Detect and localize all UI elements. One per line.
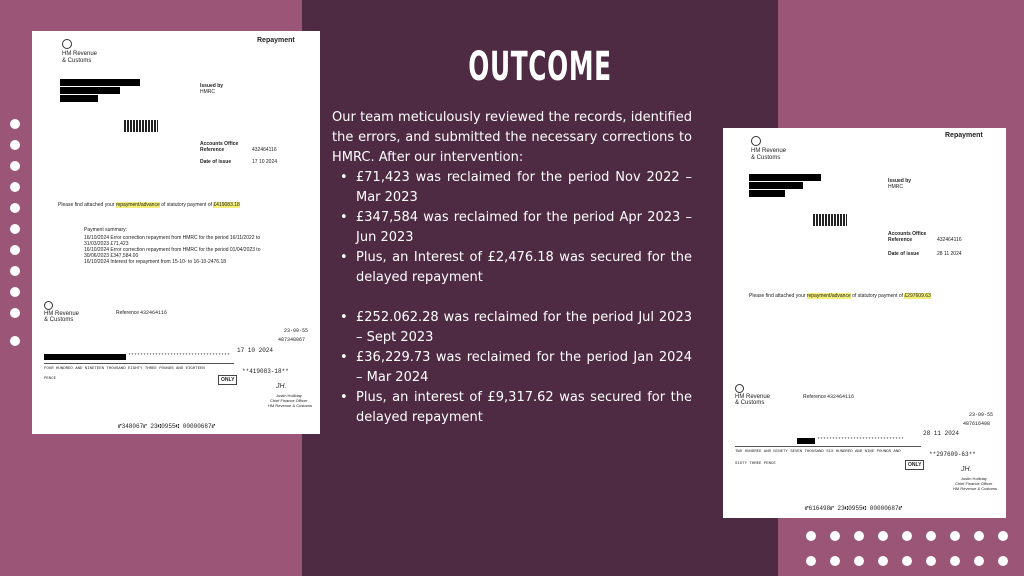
reference-value: 432464116 <box>252 147 277 153</box>
crest-icon <box>62 39 72 49</box>
decorative-dot <box>902 531 912 541</box>
signatory-name: Justin Holliday <box>276 393 302 398</box>
accounts-office-label: Accounts Office <box>200 141 239 147</box>
amount-in-words: SIXTY THREE PENCE <box>735 462 776 466</box>
repayment-document-1 <box>32 31 320 434</box>
barcode-icon <box>813 214 847 226</box>
account-number: 487348067 <box>278 337 306 343</box>
asterisk-line: ********************************** <box>128 353 231 359</box>
amount-figure: **297609-63** <box>929 451 976 458</box>
barcode-icon <box>124 120 158 132</box>
date-label: Date of issue <box>888 251 920 257</box>
signatory-role: Chief Finance Officer <box>270 398 308 403</box>
decorative-dot <box>974 556 984 566</box>
signatory-role: HM Revenue & Customs <box>953 486 998 491</box>
signatory-role: HM Revenue & Customs <box>268 403 313 408</box>
decorative-dot <box>926 556 936 566</box>
summary-line: 31/03/2023 £71,423 <box>84 241 129 247</box>
decorative-dot <box>878 531 888 541</box>
amount-figure: **419083-18** <box>242 368 289 375</box>
list-item: • £252.062.28 was reclaimed for the period Jul 2023 – Sept 2023 <box>332 308 692 348</box>
slip-date: 28 11 2024 <box>923 430 960 437</box>
slip-reference-value: 432464116 <box>140 310 168 316</box>
account-number: 487616498 <box>963 421 991 427</box>
summary-line: 16/10/2024 Error correction repayment from HMRC for the period 01/04/2023 to <box>84 247 261 253</box>
crest-icon <box>751 136 761 146</box>
redaction <box>749 174 821 181</box>
signatory-role: Chief Finance Officer <box>955 481 993 486</box>
org-name: HM Revenue <box>735 394 771 400</box>
crest-icon <box>735 384 744 393</box>
org-name: HM Revenue <box>44 311 80 317</box>
asterisk-line: ***************************** <box>817 437 905 443</box>
reference-value: 432464116 <box>937 237 962 243</box>
org-name: & Customs <box>62 58 92 64</box>
redaction <box>797 438 815 444</box>
decorative-dot <box>854 556 864 566</box>
org-name: & Customs <box>44 317 74 323</box>
slip-date: 17 10 2024 <box>237 347 274 354</box>
list-item: • Plus, an interest of £9,317.62 was secured for the delayed repayment <box>332 388 692 428</box>
decorative-dot <box>806 556 816 566</box>
redaction <box>749 182 803 189</box>
crest-icon <box>44 301 53 310</box>
redaction <box>44 354 126 360</box>
decorative-dot <box>926 531 936 541</box>
summary-line: 16/10/2024 Error correction repayment from HMRC for the period 16/11/2022 to <box>84 235 261 241</box>
org-name: HM Revenue <box>62 51 98 57</box>
decorative-dot <box>974 531 984 541</box>
attached-statement: Please find attached your repayment/advance of statutory payment of £419083.18 <box>58 202 240 208</box>
bullet-list-1 <box>332 168 692 288</box>
summary-title: Payment summary: <box>84 227 128 233</box>
decorative-dot <box>998 556 1008 566</box>
sort-code: 23-09-55 <box>969 412 994 418</box>
org-name: HM Revenue <box>751 148 787 154</box>
only-label: ONLY <box>218 375 237 385</box>
date-value: 17 10 2024 <box>252 159 278 165</box>
repayment-document-2 <box>723 128 1006 518</box>
signature: JH. <box>961 466 972 473</box>
redaction <box>60 87 120 94</box>
doc-title: Repayment <box>257 37 295 44</box>
issued-by-value: HMRC <box>888 184 903 190</box>
bullet-list-2 <box>332 308 692 428</box>
decorative-dot <box>950 531 960 541</box>
issued-by-label: Issued by <box>200 83 224 89</box>
date-label: Date of issue <box>200 159 232 165</box>
decorative-dot <box>878 556 888 566</box>
org-name: & Customs <box>751 155 781 161</box>
decorative-dot <box>950 556 960 566</box>
intro-paragraph: Our team meticulously reviewed the records, identified the errors, and submitted the necessary corrections to HMRC. After our intervention: <box>332 110 692 165</box>
org-name: & Customs <box>735 400 765 406</box>
signature: JH. <box>276 383 287 390</box>
list-item: • £71,423 was reclaimed for the period Nov 2022 – Mar 2023 <box>332 168 692 208</box>
decorative-dot <box>830 531 840 541</box>
reference-label: Reference <box>888 237 913 243</box>
slip-reference-label: Reference <box>116 310 140 316</box>
redaction <box>60 95 98 102</box>
date-value: 28 11 2024 <box>937 251 962 257</box>
list-item: • Plus, an Interest of £2,476.18 was secured for the delayed repayment <box>332 248 692 288</box>
doc-title: Repayment <box>945 132 983 139</box>
page-title: OUTCOME <box>468 44 612 90</box>
list-item: • £347,584 was reclaimed for the period Apr 2023 – Jun 2023 <box>332 208 692 248</box>
sort-code: 23-09-55 <box>284 328 309 334</box>
reference-label: Reference <box>200 147 225 153</box>
redaction <box>749 190 785 197</box>
decorative-dot <box>806 531 816 541</box>
decorative-dot <box>854 531 864 541</box>
slip-reference-value: 432464116 <box>827 394 855 400</box>
decorative-dot <box>902 556 912 566</box>
decorative-dot <box>998 531 1008 541</box>
issued-by-label: Issued by <box>888 178 912 184</box>
micr-line: ⑈616498⑈ 23⑆0955⑆ 00000687⑈ <box>805 505 903 512</box>
micr-line: ⑈348067⑈ 23⑆0955⑆ 00000687⑈ <box>118 423 216 430</box>
accounts-office-label: Accounts Office <box>888 231 927 237</box>
amount-in-words: PENCE <box>44 377 57 381</box>
summary-line: 16/10/2024 Interest for repayment from 15-10- to 16-10-2476.18 <box>84 259 227 265</box>
attached-statement: Please find attached your repayment/advance of statutory payment of £297609.63 <box>749 293 931 299</box>
amount-in-words: TWO HUNDRED AND NINETY SEVEN THOUSAND SIX HUNDRED AND NINE POUNDS AND <box>735 450 901 454</box>
summary-line: 30/06/2023 £347,584.00 <box>84 253 139 259</box>
issued-by-value: HMRC <box>200 89 215 95</box>
decorative-dot <box>830 556 840 566</box>
slip-reference-label: Reference <box>803 394 827 400</box>
amount-in-words: FOUR HUNDRED AND NINETEEN THOUSAND EIGHTY THREE POUNDS AND EIGHTEEN <box>44 367 205 371</box>
list-item: • £36,229.73 was reclaimed for the period Jan 2024 – Mar 2024 <box>332 348 692 388</box>
only-label: ONLY <box>905 460 924 470</box>
redaction <box>60 79 140 86</box>
signatory-name: Justin Holliday <box>961 476 987 481</box>
outcome-text <box>332 108 692 428</box>
